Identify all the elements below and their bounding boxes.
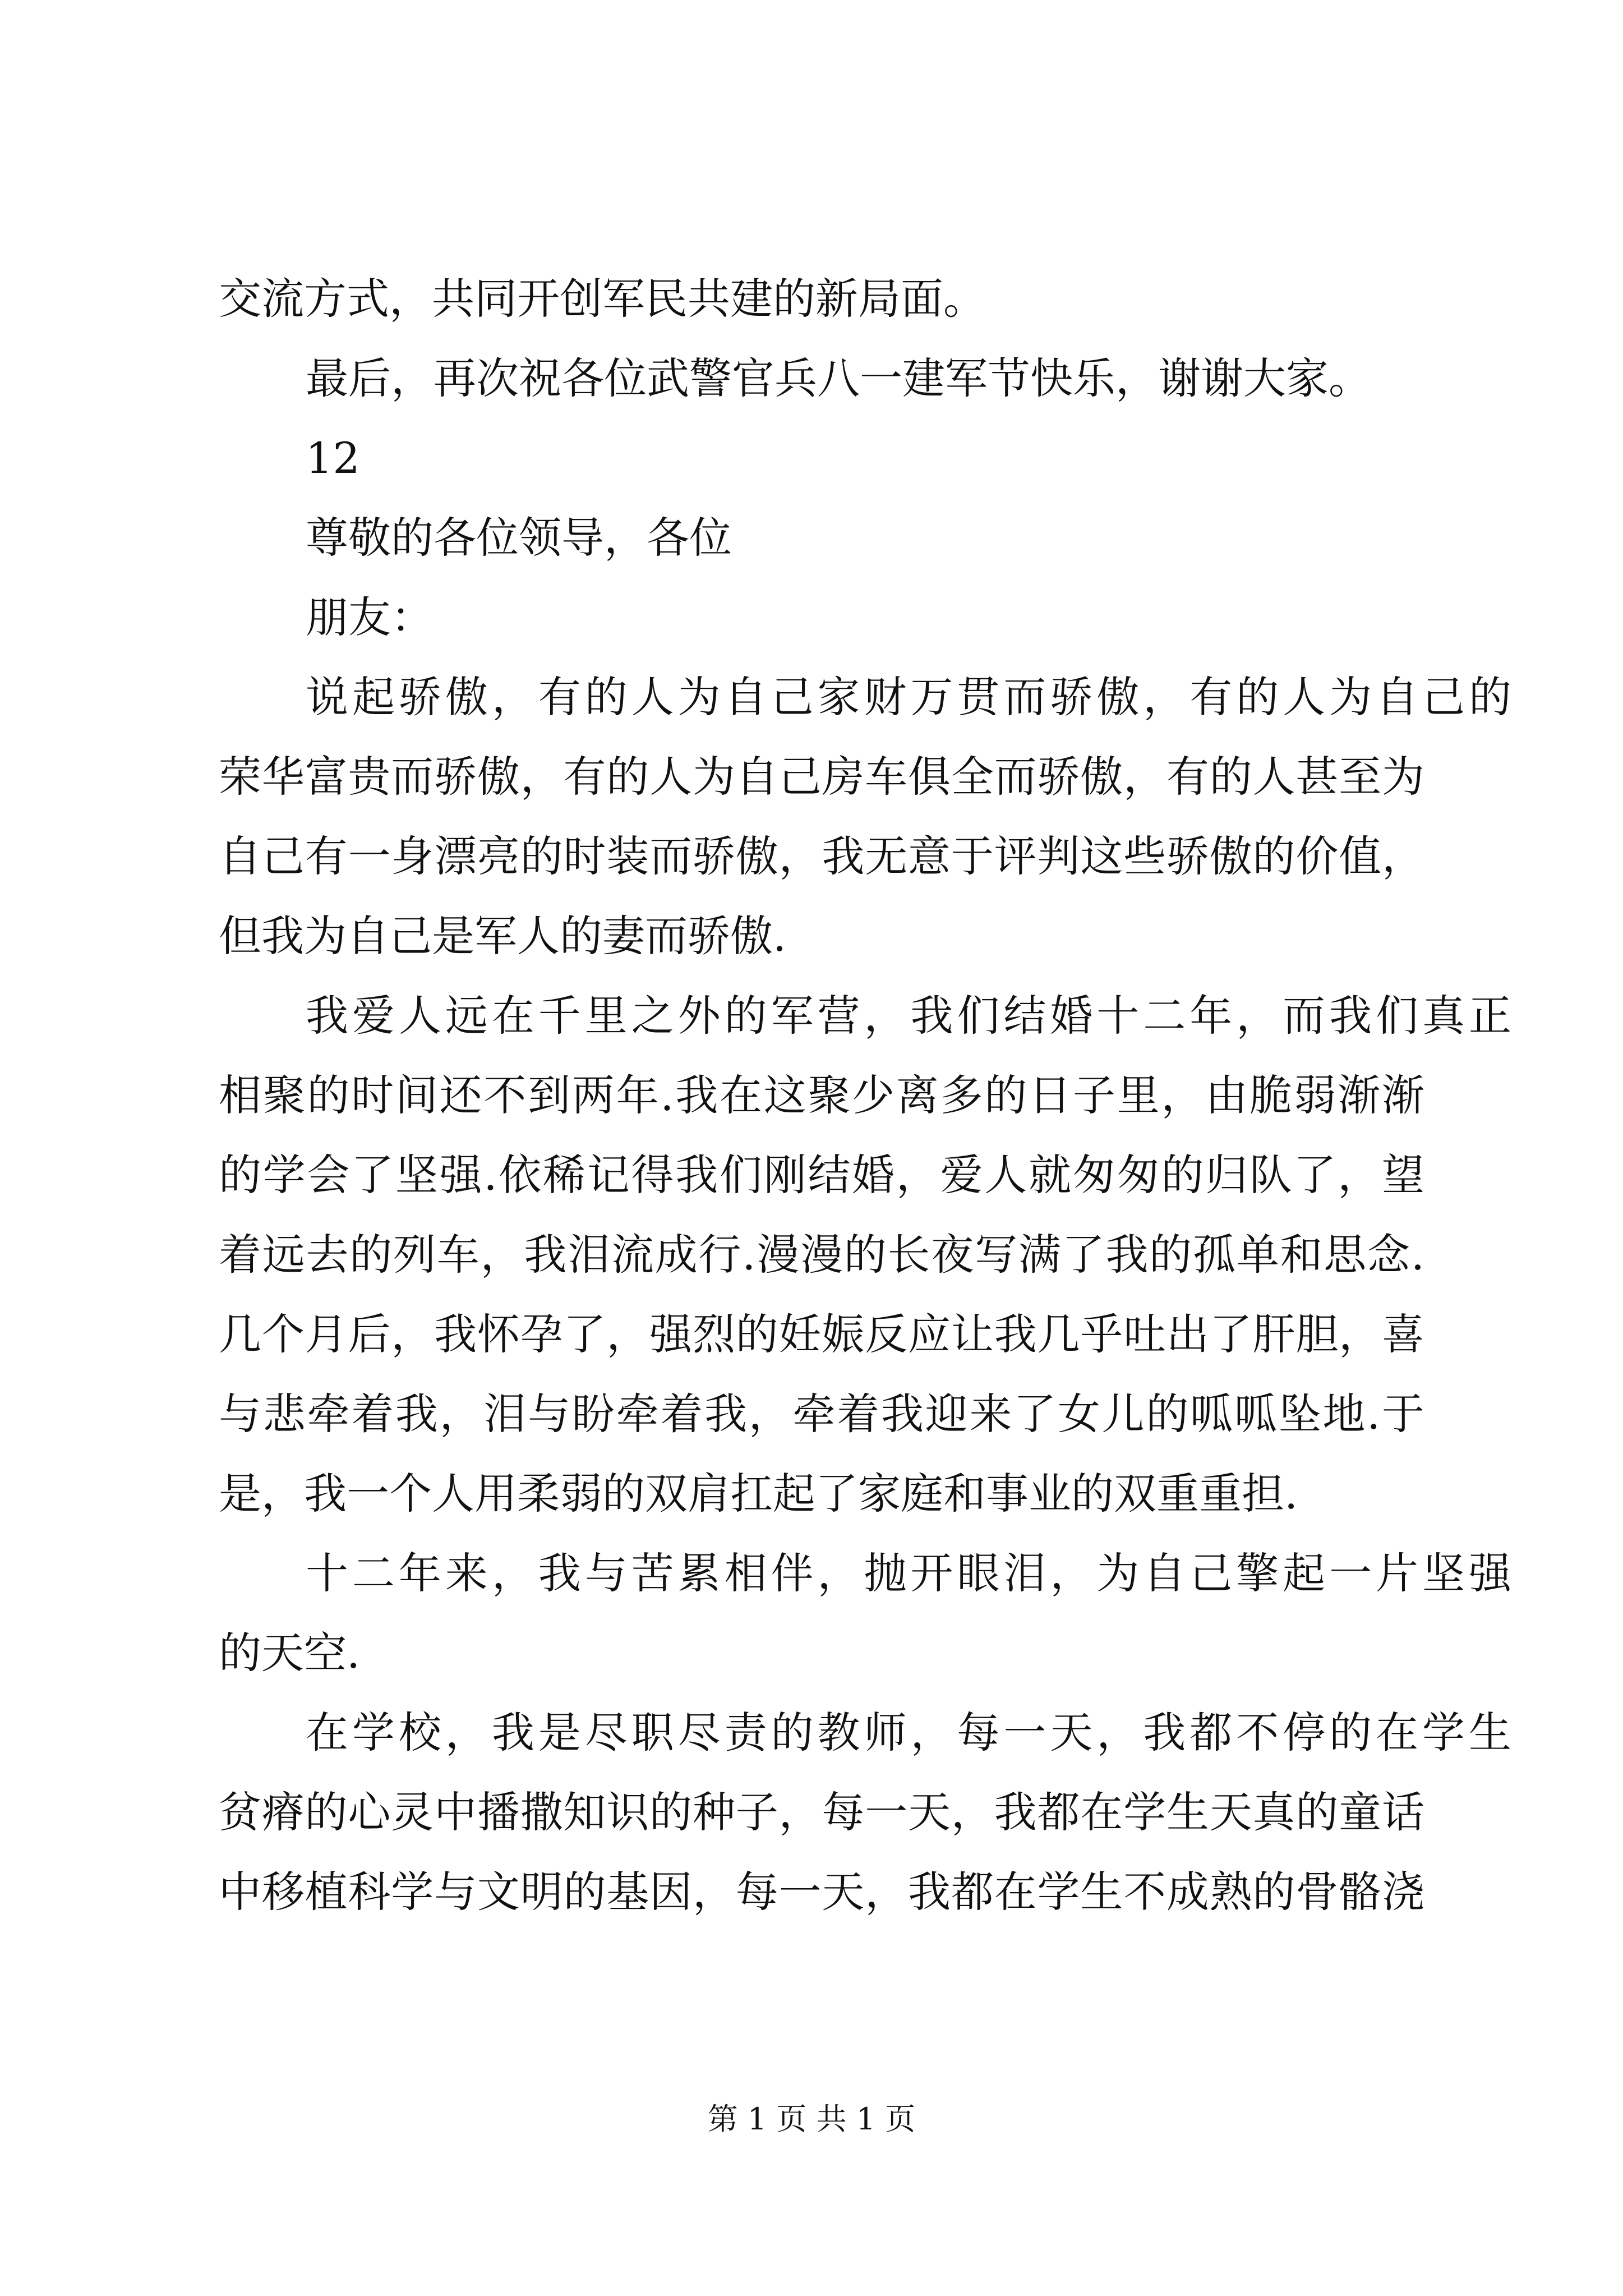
text-line: 12: [306, 433, 360, 483]
text-line: 说起骄傲，有的人为自己家财万贯而骄傲，有的人为自己的: [306, 672, 1511, 722]
text-line: 朋友：: [306, 592, 434, 642]
text-line: 几个月后，我怀孕了，强烈的妊娠反应让我几乎吐出了肝胆，喜: [219, 1309, 1424, 1359]
text-line: 荣华富贵而骄傲，有的人为自己房车俱全而骄傲，有的人甚至为: [219, 752, 1424, 802]
text-line: 尊敬的各位领导，各位: [306, 513, 732, 563]
text-line: 的学会了坚强.依稀记得我们刚结婚，爱人就匆匆的归队了，望: [219, 1150, 1424, 1200]
text-line: 我爱人远在千里之外的军营，我们结婚十二年，而我们真正: [306, 991, 1511, 1041]
text-line: 与悲牵着我，泪与盼牵着我，牵着我迎来了女儿的呱呱坠地.于: [219, 1389, 1424, 1439]
text-line: 的天空.: [219, 1628, 361, 1678]
text-line: 最后，再次祝各位武警官兵八一建军节快乐，谢谢大家。: [306, 353, 1371, 403]
text-line: 十二年来，我与苦累相伴，抛开眼泪，为自己擎起一片坚强: [306, 1548, 1511, 1598]
text-line: 是，我一个人用柔弱的双肩扛起了家庭和事业的双重重担.: [219, 1469, 1298, 1519]
page-number-footer: 第 1 页 共 1 页: [707, 2101, 916, 2137]
text-line: 但我为自己是军人的妻而骄傲.: [219, 911, 787, 961]
text-line: 中移植科学与文明的基因，每一天，我都在学生不成熟的骨骼浇: [219, 1867, 1424, 1917]
document-body: [219, 259, 1511, 1932]
text-line: 贫瘠的心灵中播撒知识的种子，每一天，我都在学生天真的童话: [219, 1787, 1424, 1837]
text-line: 交流方式，共同开创军民共建的新局面。: [219, 274, 986, 324]
text-line: 在学校，我是尽职尽责的教师，每一天，我都不停的在学生: [306, 1708, 1511, 1757]
text-line: 自己有一身漂亮的时装而骄傲，我无意于评判这些骄傲的价值，: [219, 831, 1424, 881]
text-line: 相聚的时间还不到两年.我在这聚少离多的日子里，由脆弱渐渐: [219, 1070, 1424, 1120]
text-line: 着远去的列车，我泪流成行.漫漫的长夜写满了我的孤单和思念.: [219, 1230, 1424, 1280]
